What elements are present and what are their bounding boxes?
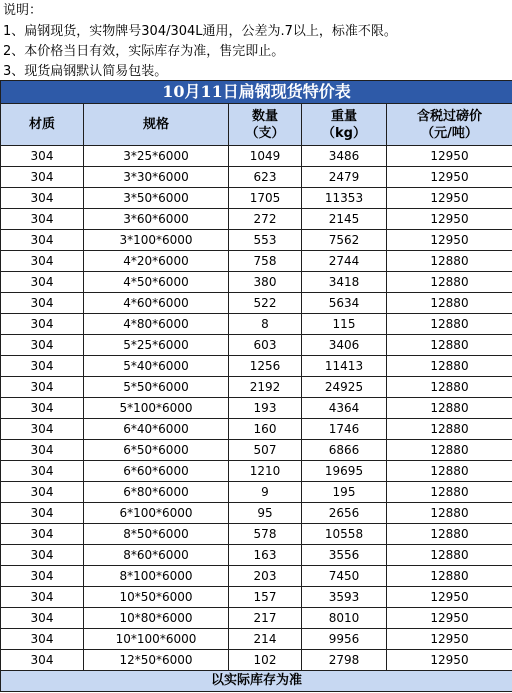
cell-quantity: 507	[229, 440, 302, 461]
header-quantity-label: 数量	[251, 108, 278, 124]
cell-weight: 3556	[302, 545, 387, 566]
cell-material: 304	[1, 440, 84, 461]
table-row	[1, 629, 512, 650]
table-header-row	[1, 104, 512, 146]
table-footer-note: 以实际库存为准	[1, 671, 512, 692]
cell-quantity: 1049	[229, 146, 302, 167]
cell-spec: 4*60*6000	[84, 293, 229, 314]
cell-quantity: 522	[229, 293, 302, 314]
cell-weight: 10558	[302, 524, 387, 545]
cell-quantity: 603	[229, 335, 302, 356]
cell-spec: 3*50*6000	[84, 188, 229, 209]
table-row	[1, 482, 512, 503]
cell-spec: 3*60*6000	[84, 209, 229, 230]
table-row	[1, 503, 512, 524]
cell-quantity: 1256	[229, 356, 302, 377]
table-title-row	[1, 81, 512, 104]
cell-weight: 7450	[302, 566, 387, 587]
table-row	[1, 419, 512, 440]
header-material: 材质	[1, 104, 84, 146]
cell-spec: 6*100*6000	[84, 503, 229, 524]
cell-spec: 6*50*6000	[84, 440, 229, 461]
header-quantity	[229, 104, 302, 146]
cell-price: 12880	[387, 356, 512, 377]
cell-material: 304	[1, 146, 84, 167]
table-row	[1, 230, 512, 251]
cell-material: 304	[1, 188, 84, 209]
cell-price: 12880	[387, 314, 512, 335]
cell-weight: 11353	[302, 188, 387, 209]
cell-material: 304	[1, 230, 84, 251]
cell-weight: 2479	[302, 167, 387, 188]
cell-price: 12950	[387, 146, 512, 167]
cell-spec: 5*40*6000	[84, 356, 229, 377]
cell-material: 304	[1, 461, 84, 482]
note-item-1: 1、扁钢现货，实物牌号304/304L通用，公差为.7以上，标准不限。	[3, 24, 397, 39]
table-footer-row	[1, 671, 512, 692]
table-row	[1, 440, 512, 461]
table-row	[1, 524, 512, 545]
cell-weight: 1746	[302, 419, 387, 440]
cell-quantity: 9	[229, 482, 302, 503]
cell-material: 304	[1, 587, 84, 608]
cell-weight: 3418	[302, 272, 387, 293]
cell-weight: 3406	[302, 335, 387, 356]
cell-price: 12950	[387, 188, 512, 209]
cell-weight: 2798	[302, 650, 387, 671]
note-item-2: 2、本价格当日有效，实际库存为准，售完即止。	[3, 44, 285, 59]
cell-quantity: 758	[229, 251, 302, 272]
cell-material: 304	[1, 608, 84, 629]
cell-price: 12880	[387, 440, 512, 461]
cell-weight: 6866	[302, 440, 387, 461]
cell-weight: 4364	[302, 398, 387, 419]
cell-spec: 10*50*6000	[84, 587, 229, 608]
cell-material: 304	[1, 650, 84, 671]
cell-price: 12880	[387, 566, 512, 587]
cell-weight: 3593	[302, 587, 387, 608]
cell-material: 304	[1, 356, 84, 377]
cell-quantity: 623	[229, 167, 302, 188]
cell-spec: 8*100*6000	[84, 566, 229, 587]
cell-material: 304	[1, 167, 84, 188]
table-row	[1, 461, 512, 482]
cell-price: 12950	[387, 608, 512, 629]
header-quantity-unit: （支）	[245, 125, 285, 141]
cell-spec: 4*50*6000	[84, 272, 229, 293]
table-row	[1, 146, 512, 167]
cell-material: 304	[1, 314, 84, 335]
table-row	[1, 398, 512, 419]
cell-price: 12880	[387, 377, 512, 398]
cell-material: 304	[1, 503, 84, 524]
table-row	[1, 356, 512, 377]
cell-price: 12950	[387, 650, 512, 671]
table-row	[1, 545, 512, 566]
note-item-3: 3、现货扁钢默认简易包装。	[3, 64, 168, 79]
cell-spec: 10*80*6000	[84, 608, 229, 629]
header-weight-unit: （kg）	[322, 125, 366, 141]
cell-spec: 4*80*6000	[84, 314, 229, 335]
cell-price: 12880	[387, 482, 512, 503]
header-weight-label: 重量	[330, 108, 357, 124]
cell-material: 304	[1, 524, 84, 545]
cell-price: 12950	[387, 629, 512, 650]
cell-price: 12950	[387, 209, 512, 230]
cell-weight: 2656	[302, 503, 387, 524]
cell-weight: 5634	[302, 293, 387, 314]
cell-price: 12880	[387, 545, 512, 566]
cell-price: 12880	[387, 293, 512, 314]
cell-spec: 3*100*6000	[84, 230, 229, 251]
cell-quantity: 203	[229, 566, 302, 587]
cell-price: 12880	[387, 335, 512, 356]
cell-weight: 115	[302, 314, 387, 335]
cell-price: 12880	[387, 251, 512, 272]
cell-quantity: 157	[229, 587, 302, 608]
table-row	[1, 188, 512, 209]
table-row	[1, 209, 512, 230]
cell-spec: 6*80*6000	[84, 482, 229, 503]
cell-price: 12880	[387, 503, 512, 524]
table-row	[1, 167, 512, 188]
header-price-unit: （元/吨）	[421, 125, 478, 141]
table-row	[1, 566, 512, 587]
table-row	[1, 272, 512, 293]
cell-price: 12880	[387, 524, 512, 545]
cell-spec: 5*25*6000	[84, 335, 229, 356]
cell-price: 12880	[387, 461, 512, 482]
cell-material: 304	[1, 398, 84, 419]
cell-spec: 5*100*6000	[84, 398, 229, 419]
cell-material: 304	[1, 482, 84, 503]
cell-weight: 2744	[302, 251, 387, 272]
table-body	[1, 146, 512, 671]
table-row	[1, 650, 512, 671]
notes-heading: 说明：	[3, 3, 43, 18]
table-row	[1, 314, 512, 335]
cell-quantity: 380	[229, 272, 302, 293]
cell-price: 12950	[387, 587, 512, 608]
header-weight	[302, 104, 387, 146]
cell-weight: 7562	[302, 230, 387, 251]
cell-spec: 8*60*6000	[84, 545, 229, 566]
cell-quantity: 214	[229, 629, 302, 650]
table-title: 10月11日扁钢现货特价表	[1, 81, 512, 104]
cell-spec: 3*25*6000	[84, 146, 229, 167]
cell-quantity: 1705	[229, 188, 302, 209]
cell-spec: 12*50*6000	[84, 650, 229, 671]
cell-quantity: 95	[229, 503, 302, 524]
header-price-label: 含税过磅价	[417, 108, 483, 124]
table-row	[1, 587, 512, 608]
cell-weight: 3486	[302, 146, 387, 167]
cell-quantity: 2192	[229, 377, 302, 398]
cell-material: 304	[1, 272, 84, 293]
cell-material: 304	[1, 209, 84, 230]
cell-price: 12950	[387, 230, 512, 251]
cell-material: 304	[1, 629, 84, 650]
cell-material: 304	[1, 293, 84, 314]
notes-section	[0, 0, 512, 80]
cell-material: 304	[1, 251, 84, 272]
cell-material: 304	[1, 566, 84, 587]
cell-price: 12950	[387, 167, 512, 188]
cell-weight: 8010	[302, 608, 387, 629]
cell-spec: 6*60*6000	[84, 461, 229, 482]
cell-material: 304	[1, 545, 84, 566]
cell-weight: 19695	[302, 461, 387, 482]
header-price	[387, 104, 512, 146]
cell-material: 304	[1, 419, 84, 440]
cell-material: 304	[1, 335, 84, 356]
table-row	[1, 608, 512, 629]
cell-quantity: 102	[229, 650, 302, 671]
cell-quantity: 8	[229, 314, 302, 335]
cell-weight: 11413	[302, 356, 387, 377]
cell-weight: 24925	[302, 377, 387, 398]
cell-quantity: 272	[229, 209, 302, 230]
table-row	[1, 377, 512, 398]
price-table	[0, 80, 512, 692]
cell-quantity: 553	[229, 230, 302, 251]
cell-spec: 8*50*6000	[84, 524, 229, 545]
cell-quantity: 217	[229, 608, 302, 629]
cell-quantity: 193	[229, 398, 302, 419]
cell-weight: 195	[302, 482, 387, 503]
cell-quantity: 160	[229, 419, 302, 440]
cell-quantity: 1210	[229, 461, 302, 482]
cell-quantity: 578	[229, 524, 302, 545]
table-row	[1, 251, 512, 272]
cell-spec: 6*40*6000	[84, 419, 229, 440]
cell-price: 12880	[387, 398, 512, 419]
cell-price: 12880	[387, 419, 512, 440]
cell-spec: 3*30*6000	[84, 167, 229, 188]
table-row	[1, 293, 512, 314]
cell-price: 12880	[387, 272, 512, 293]
table-row	[1, 335, 512, 356]
header-spec: 规格	[84, 104, 229, 146]
cell-weight: 9956	[302, 629, 387, 650]
cell-material: 304	[1, 377, 84, 398]
cell-spec: 4*20*6000	[84, 251, 229, 272]
cell-quantity: 163	[229, 545, 302, 566]
cell-spec: 5*50*6000	[84, 377, 229, 398]
cell-weight: 2145	[302, 209, 387, 230]
cell-spec: 10*100*6000	[84, 629, 229, 650]
